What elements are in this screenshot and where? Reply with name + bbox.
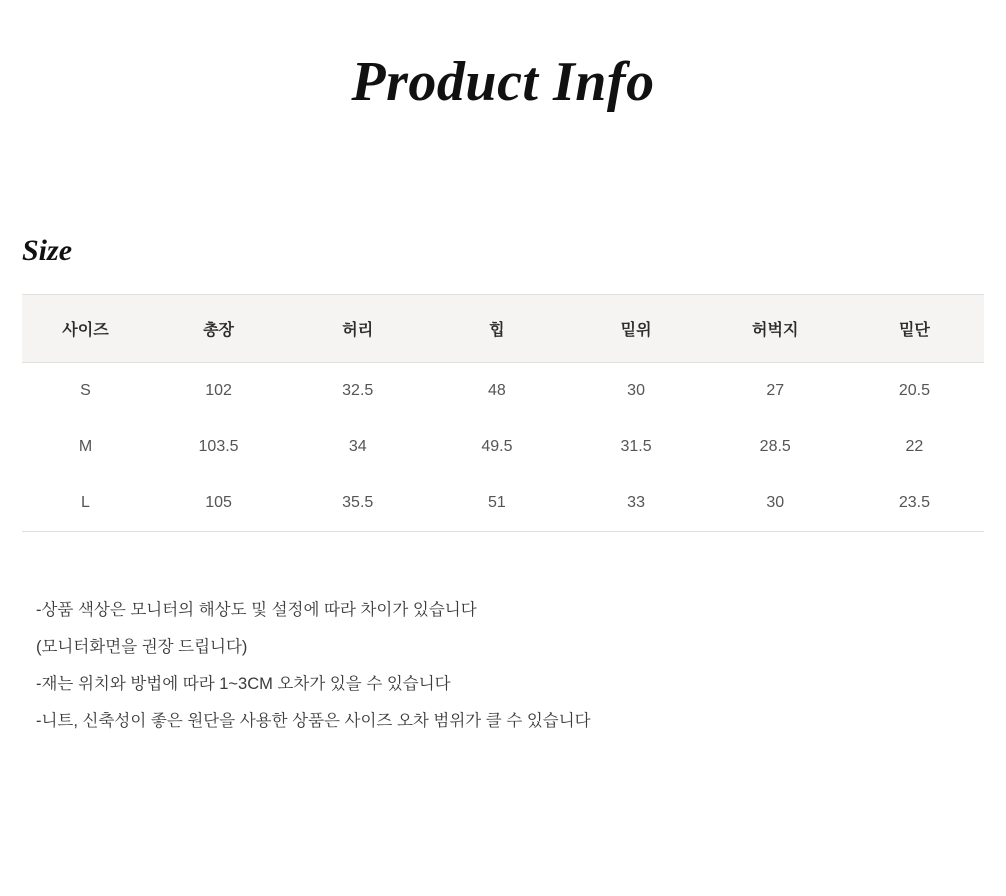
cell-rise: 33 [566, 475, 705, 532]
column-header-waist: 허리 [288, 294, 427, 362]
cell-rise: 30 [627, 381, 645, 399]
page-title: Product Info [351, 51, 655, 113]
note-line: -니트, 신축성이 좋은 원단을 사용한 상품은 사이즈 오차 범위가 클 수 있습니다 [36, 711, 591, 730]
cell-thigh: 28.5 [759, 437, 791, 455]
row-size-label: S [80, 381, 91, 399]
notes-block [36, 592, 1006, 741]
size-table-head [22, 294, 984, 362]
cell-waist: 34 [348, 437, 367, 455]
column-header-rise: 밑위 [566, 294, 705, 362]
cell-total-length: 103.5 [198, 437, 239, 455]
column-header-size: 사이즈 [22, 294, 149, 362]
row-size-label: L [22, 475, 149, 532]
cell-waist: 35.5 [288, 475, 427, 532]
cell-hip: 48 [488, 381, 506, 399]
column-header-thigh: 허벅지 [706, 294, 845, 362]
column-header-hip: 힙 [427, 294, 566, 362]
table-header-row [22, 294, 984, 362]
cell-total-length: 105 [149, 475, 288, 532]
size-table-container [22, 294, 984, 532]
cell-hip: 51 [427, 475, 566, 532]
column-header-hem: 밑단 [845, 294, 984, 362]
cell-total-length: 102 [205, 381, 232, 399]
column-header-total-length: 총장 [149, 294, 288, 362]
cell-waist: 32.5 [342, 381, 374, 399]
size-table-body [22, 362, 984, 531]
size-section-heading: Size [22, 233, 73, 267]
cell-thigh: 30 [706, 475, 845, 532]
table-row [22, 419, 984, 475]
size-table [22, 294, 984, 532]
table-row [22, 362, 984, 419]
note-line: -상품 색상은 모니터의 해상도 및 설정에 따라 차이가 있습니다 [36, 600, 477, 619]
note-line: -재는 위치와 방법에 따라 1~3CM 오차가 있을 수 있습니다 [36, 674, 451, 693]
row-size-label: M [78, 437, 93, 455]
cell-hem: 23.5 [845, 475, 984, 532]
cell-hem: 20.5 [898, 381, 930, 399]
cell-hem: 22 [905, 437, 924, 455]
cell-rise: 31.5 [620, 437, 652, 455]
cell-thigh: 27 [766, 381, 785, 399]
cell-hip: 49.5 [481, 437, 513, 455]
note-line: (모니터화면을 권장 드립니다) [36, 637, 248, 656]
table-row [22, 475, 984, 532]
